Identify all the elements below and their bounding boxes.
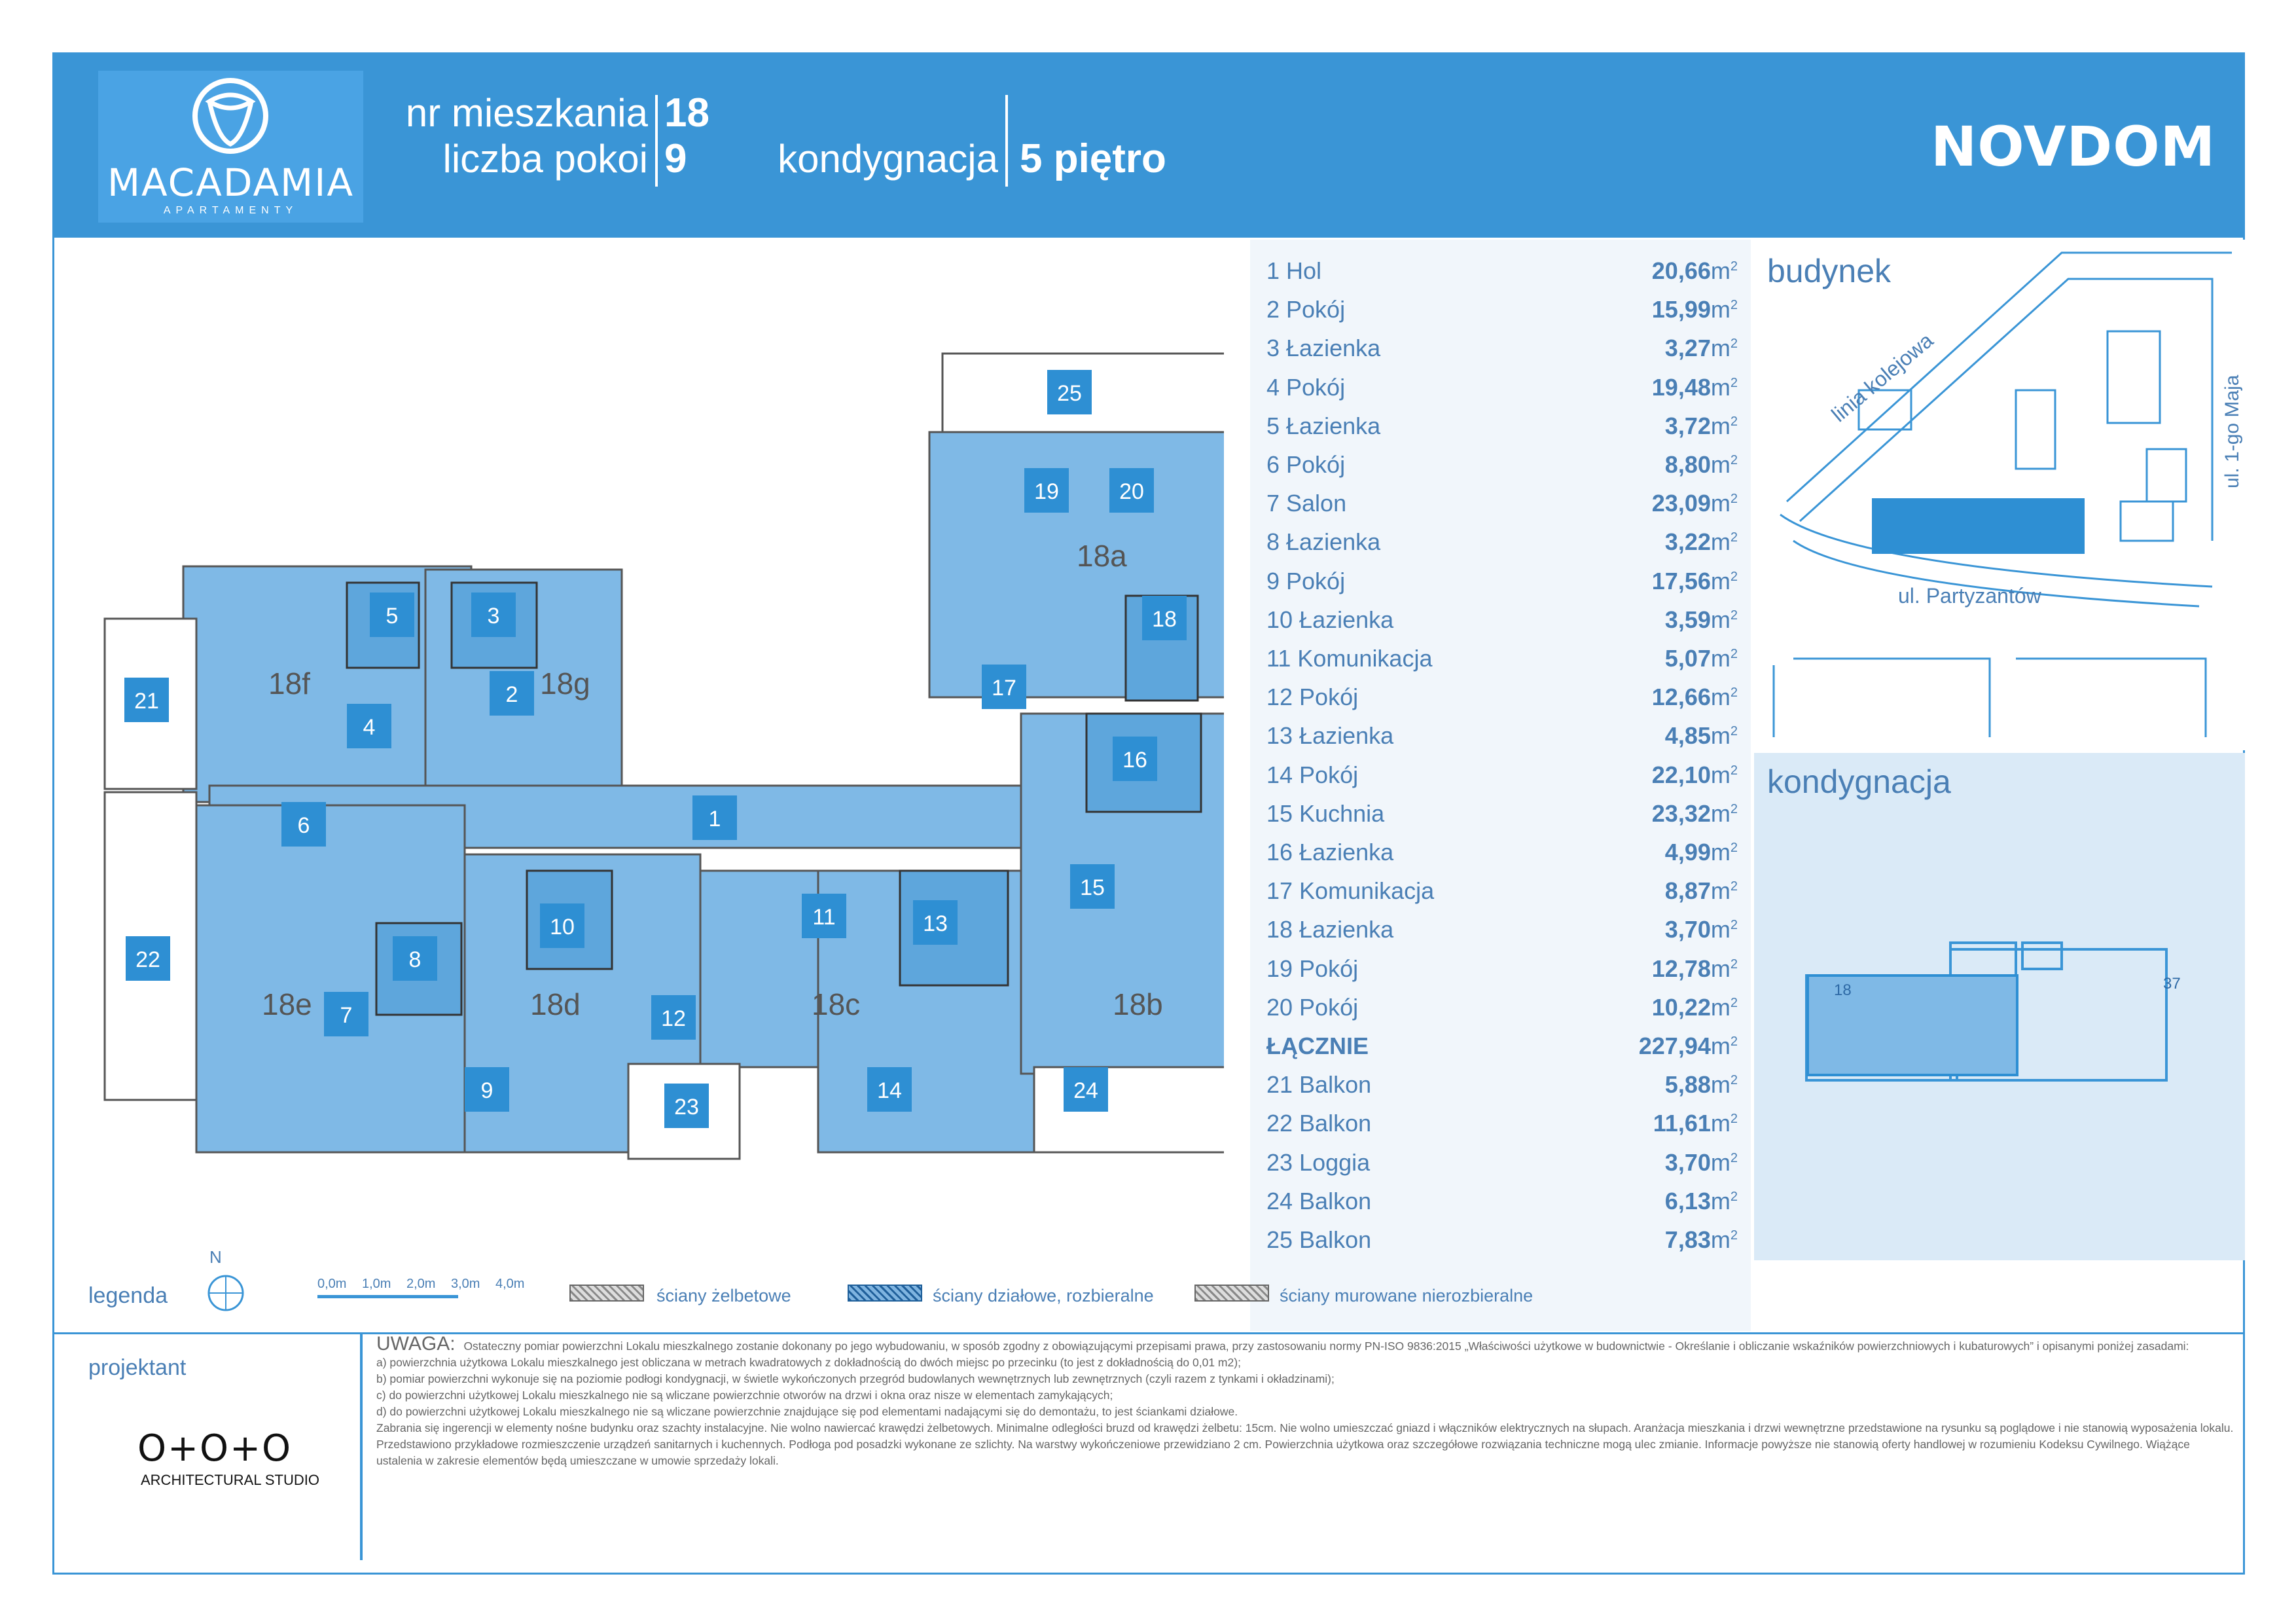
- room-row: [1266, 833, 1738, 872]
- room-area-value: 7,83: [1664, 1226, 1711, 1253]
- area-unit-exponent: 2: [1730, 957, 1738, 972]
- notice-line: a) powierzchnia użytkowa Lokalu mieszkalnego jest obliczana w metrach kwadratowych z dokładnością do dwóch miejsc po przecinku (to jest z dokładnością do 0,01 m2);: [376, 1356, 1241, 1369]
- room-area-value: 8,80: [1664, 451, 1711, 478]
- floor-marker-18: 18: [1834, 981, 1852, 999]
- notice-block: [376, 1333, 2235, 1469]
- room-name: 25 Balkon: [1266, 1226, 1372, 1253]
- room-badge-19-label: 19: [1034, 479, 1059, 504]
- area-unit: m: [1710, 451, 1731, 478]
- room-area: [1665, 1226, 1738, 1254]
- room-area-value: 22,10: [1651, 761, 1711, 788]
- room-row: [1266, 407, 1738, 446]
- room-area: [1652, 257, 1738, 285]
- area-unit: m: [1710, 839, 1731, 866]
- apartment-number-label: nr mieszkania: [405, 91, 648, 135]
- street-rail-label: linia kolejowa: [1827, 328, 1938, 427]
- room-area-value: 3,70: [1664, 1148, 1711, 1176]
- designer-studio: ARCHITECTURAL STUDIO: [141, 1472, 319, 1488]
- room-area-value: 4,99: [1664, 839, 1711, 866]
- room-area: [1652, 994, 1738, 1021]
- rooms-count-label: liczba pokoi: [442, 137, 648, 181]
- room-row: [1266, 795, 1738, 833]
- room-badge-23-label: 23: [674, 1095, 699, 1120]
- area-unit: m: [1710, 567, 1731, 594]
- room-row: [1266, 1066, 1738, 1104]
- macadamia-logo-icon: [190, 75, 272, 157]
- room-row: [1266, 717, 1738, 756]
- room-area: [1652, 296, 1738, 323]
- room-name: 3 Łazienka: [1266, 335, 1381, 362]
- room-row: [1266, 1182, 1738, 1221]
- room-row: [1266, 911, 1738, 949]
- room-badge-16-label: 16: [1122, 748, 1147, 773]
- room-name: ŁĄCZNIE: [1266, 1032, 1369, 1059]
- room-name: 15 Kuchnia: [1266, 799, 1385, 827]
- legend-partition-walls: ściany działowe, rozbieralne: [933, 1286, 1154, 1305]
- area-unit: m: [1710, 916, 1731, 943]
- room-name: 9 Pokój: [1266, 567, 1346, 594]
- area-unit: m: [1710, 1226, 1731, 1253]
- area-unit: m: [1710, 684, 1731, 711]
- area-unit: m: [1710, 722, 1731, 750]
- room-name: 2 Pokój: [1266, 296, 1346, 323]
- designer-label: projektant: [88, 1355, 187, 1380]
- area-unit-exponent: 2: [1730, 918, 1738, 933]
- room-badge-18-label: 18: [1152, 607, 1177, 632]
- area-unit: m: [1710, 1148, 1731, 1176]
- room-badge-22-label: 22: [135, 947, 160, 972]
- legend-masonry-walls: ściany murowane nierozbieralne: [1280, 1286, 1534, 1305]
- room-badge-20-label: 20: [1119, 479, 1144, 504]
- room-area-value: 10,22: [1651, 993, 1711, 1021]
- area-unit-exponent: 2: [1730, 1112, 1738, 1127]
- room-name: 8 Łazienka: [1266, 528, 1381, 556]
- room-badge-24-label: 24: [1073, 1078, 1098, 1103]
- room-area: [1665, 451, 1738, 479]
- room-area: [1665, 528, 1738, 556]
- area-unit-exponent: 2: [1730, 569, 1738, 584]
- area-unit: m: [1710, 1032, 1731, 1059]
- area-unit-exponent: 2: [1730, 724, 1738, 739]
- room-area-value: 5,88: [1664, 1071, 1711, 1099]
- area-unit-exponent: 2: [1730, 298, 1738, 313]
- room-area: [1665, 1149, 1738, 1176]
- notice-line: b) pomiar powierzchni wykonuje się na poziomie podłogi kondygnacji, w świetle wykończonych przegród budowlanych wewnętrznych lub zewnętrznych (czyli razem z tynkami i okładzinami);: [376, 1372, 1335, 1385]
- room-row: [1266, 950, 1738, 989]
- area-unit: m: [1710, 528, 1731, 556]
- area-unit: m: [1710, 490, 1731, 517]
- room-area: [1665, 335, 1738, 362]
- room-name: 20 Pokój: [1266, 993, 1359, 1021]
- floor-title: kondygnacja: [1767, 763, 1951, 800]
- floor-plan: [85, 347, 1224, 1165]
- room-area: [1665, 606, 1738, 634]
- room-area: [1652, 761, 1738, 789]
- area-unit-exponent: 2: [1730, 841, 1738, 855]
- room-area: [1665, 1188, 1738, 1215]
- area-unit: m: [1710, 877, 1731, 905]
- room-area-value: 17,56: [1651, 567, 1711, 594]
- room-area-value: 3,22: [1664, 528, 1711, 556]
- room-badge-14-label: 14: [877, 1078, 902, 1103]
- room-area-value: 3,72: [1664, 412, 1711, 439]
- room-row: [1266, 562, 1738, 601]
- room-area: [1665, 722, 1738, 750]
- room-name: 19 Pokój: [1266, 955, 1359, 982]
- area-unit-exponent: 2: [1730, 1034, 1738, 1049]
- room-row: [1266, 446, 1738, 484]
- area-unit: m: [1710, 1187, 1731, 1214]
- area-unit: m: [1710, 335, 1731, 362]
- area-unit-exponent: 2: [1730, 879, 1738, 894]
- unit-label-18b: 18b: [1113, 987, 1163, 1021]
- room-row: [1266, 601, 1738, 640]
- area-unit: m: [1710, 761, 1731, 788]
- room-badge-10-label: 10: [550, 915, 575, 939]
- area-unit: m: [1710, 1071, 1731, 1099]
- floor-value: 5 piętro: [1020, 136, 1166, 181]
- designer-logo: O+O+O: [137, 1427, 293, 1470]
- room-area-value: 3,70: [1664, 916, 1711, 943]
- notice-title: UWAGA:: [376, 1333, 456, 1355]
- area-unit-exponent: 2: [1730, 801, 1738, 816]
- room-badge-4-label: 4: [363, 715, 376, 740]
- room-badge-6-label: 6: [297, 813, 310, 838]
- area-unit-exponent: 2: [1730, 530, 1738, 545]
- notice-line: d) do powierzchni użytkowej Lokalu mieszkalnego nie są wliczane powierzchnie znajdujące się pod elementami nadającymi się do demontażu, to jest ściankami działowe.: [376, 1405, 1238, 1418]
- unit-label-18e: 18e: [262, 987, 312, 1021]
- area-unit: m: [1710, 373, 1731, 401]
- room-area-value: 5,07: [1664, 645, 1711, 672]
- room-name: 21 Balkon: [1266, 1071, 1372, 1099]
- room-row: [1266, 369, 1738, 407]
- unit-label-18d: 18d: [530, 987, 581, 1021]
- room-area: [1665, 645, 1738, 672]
- room-name: 14 Pokój: [1266, 761, 1359, 788]
- room-badge-8-label: 8: [408, 947, 422, 972]
- unit-label-18g: 18g: [540, 666, 590, 701]
- notice-line: c) do powierzchni użytkowej Lokalu mieszkalnego nie są wliczane powierzchnie otworów na drzwi i okna oraz nisze w elementach zamykających;: [376, 1389, 1113, 1402]
- area-unit: m: [1710, 955, 1731, 982]
- legend-title: legenda: [88, 1283, 168, 1308]
- room-name: 16 Łazienka: [1266, 839, 1394, 866]
- room-name: 7 Salon: [1266, 490, 1347, 517]
- room-area-value: 11,61: [1653, 1110, 1711, 1137]
- area-unit-exponent: 2: [1730, 1228, 1738, 1243]
- scale-tick-1: 1,0m: [362, 1277, 391, 1291]
- floor-key-plan: [1793, 936, 2212, 1093]
- room-badge-25-label: 25: [1057, 381, 1082, 406]
- room-badge-17-label: 17: [992, 676, 1016, 701]
- room-area-value: 12,66: [1651, 684, 1711, 711]
- north-label: N: [209, 1247, 222, 1267]
- building-title: budynek: [1767, 253, 1892, 289]
- area-unit-exponent: 2: [1730, 608, 1738, 623]
- area-unit: m: [1710, 1110, 1731, 1137]
- room-area: [1652, 568, 1738, 595]
- room-area-value: 19,48: [1651, 373, 1711, 401]
- north-compass-icon: [206, 1273, 245, 1313]
- unit-label-18a: 18a: [1077, 539, 1127, 573]
- street-1-maja-label: ul. 1-go Maja: [2221, 374, 2243, 488]
- header-divider: [1005, 95, 1008, 187]
- room-area-value: 20,66: [1651, 257, 1711, 284]
- room-name: 5 Łazienka: [1266, 412, 1381, 439]
- street-partyzantow-label: ul. Partyzantów: [1898, 584, 2041, 608]
- developer-logo: NOVDOM: [1931, 115, 2216, 179]
- unit-label-18f: 18f: [268, 666, 310, 701]
- room-area: [1665, 877, 1738, 905]
- room-badge-7-label: 7: [340, 1003, 353, 1028]
- room-name: 23 Loggia: [1266, 1148, 1371, 1176]
- building-highlight: [1872, 498, 2085, 554]
- room-area-value: 12,78: [1651, 955, 1711, 982]
- room-total-row: [1266, 1027, 1738, 1066]
- room-area-value: 227,94: [1638, 1032, 1711, 1059]
- room-area: [1652, 490, 1738, 517]
- notice-line: Zabrania się ingerencji w elementy nośne budynku oraz szachty instalacyjne. Nie wolno nawiercać krawędzi żelbetowych. Minimalne odległości bruzd od krawędzi żelbetu: 15cm. Nie wolno umieszczać gniazd i włączników elektrycznych na słupach. Aranżacja mieszkania i drzwi wewnętrzne przedstawione na rysunku są poglądowe i nie stanowią wyposażenia lokalu. Przedstawiono przykładowe rozmieszczenie urządzeń sanitarnych i kuchennych. Podłoga pod posadzki wykonane ze szlichty. Na warstwy wykończeniowe przewidziano 2 cm. Powierzchnia użytkowa oraz szczegółowe rozwiązania techniczne mogą ulec zmianie. Informacje powyższe nie stanowią oferty handlowej w rozumieniu Kodeksu Cywilnego. Wiążące ustalenia w zakresie elementów będą umieszczane w umowie sprzedaży lokali.: [376, 1421, 2234, 1467]
- scale-tick-4: 4,0m: [495, 1277, 525, 1291]
- room-row: [1266, 640, 1738, 678]
- unit-label-18c: 18c: [812, 987, 861, 1021]
- room-name: 17 Komunikacja: [1266, 877, 1435, 905]
- room-name: 24 Balkon: [1266, 1187, 1372, 1214]
- area-unit: m: [1710, 799, 1731, 827]
- area-unit: m: [1710, 606, 1731, 633]
- room-badge-15-label: 15: [1080, 875, 1105, 900]
- area-unit-exponent: 2: [1730, 1150, 1738, 1165]
- footer-vertical-divider: [360, 1334, 363, 1560]
- room-row: [1266, 989, 1738, 1027]
- room-row: [1266, 756, 1738, 795]
- area-unit-exponent: 2: [1730, 647, 1738, 661]
- room-area: [1639, 1032, 1738, 1060]
- brand-subtitle: APARTAMENTY: [163, 205, 298, 216]
- area-unit: m: [1710, 296, 1731, 323]
- legend-swatch-partition: [848, 1285, 922, 1302]
- area-unit-exponent: 2: [1730, 685, 1738, 701]
- area-unit-exponent: 2: [1730, 763, 1738, 778]
- room-area: [1652, 955, 1738, 983]
- area-unit-exponent: 2: [1730, 259, 1738, 274]
- brand-name: MACADAMIA: [107, 160, 355, 205]
- room-area: [1665, 412, 1738, 440]
- room-name: 1 Hol: [1266, 257, 1322, 284]
- room-area-value: 23,09: [1651, 490, 1711, 517]
- scale-line: [317, 1295, 458, 1298]
- room-name: 10 Łazienka: [1266, 606, 1394, 633]
- floor-marker-37: 37: [2163, 975, 2181, 993]
- room-area: [1665, 1071, 1738, 1099]
- room-badge-3-label: 3: [487, 604, 500, 629]
- legend-swatch-masonry: [1194, 1285, 1269, 1302]
- room-row: [1266, 678, 1738, 717]
- area-unit-exponent: 2: [1730, 995, 1738, 1010]
- scale-tick-0: 0,0m: [317, 1277, 347, 1291]
- room-area-value: 4,85: [1664, 722, 1711, 750]
- area-unit-exponent: 2: [1730, 492, 1738, 507]
- site-map: [1754, 240, 2245, 750]
- legend-swatch-concrete: [569, 1285, 644, 1302]
- legend-concrete-walls: ściany żelbetowe: [656, 1286, 791, 1305]
- area-unit-exponent: 2: [1730, 1189, 1738, 1204]
- room-row: [1266, 1144, 1738, 1182]
- room-badge-5-label: 5: [386, 604, 399, 629]
- room-badge-1-label: 1: [708, 807, 721, 831]
- room-name: 4 Pokój: [1266, 373, 1346, 401]
- header-divider: [655, 95, 658, 187]
- room-area-value: 3,59: [1664, 606, 1711, 633]
- room-row: [1266, 523, 1738, 562]
- room-name: 12 Pokój: [1266, 684, 1359, 711]
- area-unit: m: [1710, 412, 1731, 439]
- room-name: 18 Łazienka: [1266, 916, 1394, 943]
- room-badge-11-label: 11: [812, 905, 836, 930]
- room-name: 11 Komunikacja: [1266, 645, 1433, 672]
- area-unit-exponent: 2: [1730, 375, 1738, 390]
- room-area: [1665, 916, 1738, 943]
- room-area-value: 6,13: [1664, 1187, 1711, 1214]
- room-area: [1665, 839, 1738, 866]
- room-area: [1652, 800, 1738, 828]
- room-badge-21-label: 21: [134, 689, 159, 714]
- room-row: [1266, 1221, 1738, 1260]
- room-row: [1266, 252, 1738, 291]
- apartment-number: 18: [664, 90, 709, 136]
- scale-tick-2: 2,0m: [406, 1277, 436, 1291]
- room-row: [1266, 291, 1738, 329]
- area-unit: m: [1710, 257, 1731, 284]
- room-name: 22 Balkon: [1266, 1110, 1372, 1137]
- room-badge-12-label: 12: [661, 1006, 686, 1031]
- area-unit-exponent: 2: [1730, 453, 1738, 467]
- room-name: 13 Łazienka: [1266, 722, 1394, 750]
- room-badge-13-label: 13: [923, 911, 948, 936]
- area-unit-exponent: 2: [1730, 1073, 1738, 1088]
- room-name: 6 Pokój: [1266, 451, 1346, 478]
- area-unit-exponent: 2: [1730, 337, 1738, 352]
- room-area-value: 23,32: [1651, 799, 1711, 827]
- room-area: [1652, 684, 1738, 711]
- room-row: [1266, 872, 1738, 911]
- floor-label: kondygnacja: [778, 137, 998, 181]
- room-area-value: 8,87: [1664, 877, 1711, 905]
- room-row: [1266, 484, 1738, 523]
- rooms-count: 9: [664, 136, 687, 181]
- room-row: [1266, 1104, 1738, 1143]
- room-area-value: 15,99: [1651, 296, 1711, 323]
- room-badge-2-label: 2: [505, 682, 518, 707]
- scale-tick-3: 3,0m: [451, 1277, 480, 1291]
- room-row: [1266, 329, 1738, 368]
- area-unit: m: [1710, 645, 1731, 672]
- notice-line: Ostateczny pomiar powierzchni Lokalu mieszkalnego zostanie dokonany po jego wybudowaniu, w sposób zgodny z obowiązującymi przepisami prawa, przy zastosowaniu normy PN-ISO 9836:2015 „Właściwości użytkowe w budownictwie - Określanie i obliczanie wskaźników powierzchniowych i kubaturowych” i opisanymi poniżej zasadami:: [463, 1340, 2189, 1353]
- area-unit: m: [1710, 993, 1731, 1021]
- room-area: [1652, 374, 1738, 401]
- room-badge-9-label: 9: [480, 1078, 493, 1103]
- room-area-value: 3,27: [1664, 335, 1711, 362]
- area-unit-exponent: 2: [1730, 414, 1738, 429]
- room-area: [1653, 1110, 1738, 1137]
